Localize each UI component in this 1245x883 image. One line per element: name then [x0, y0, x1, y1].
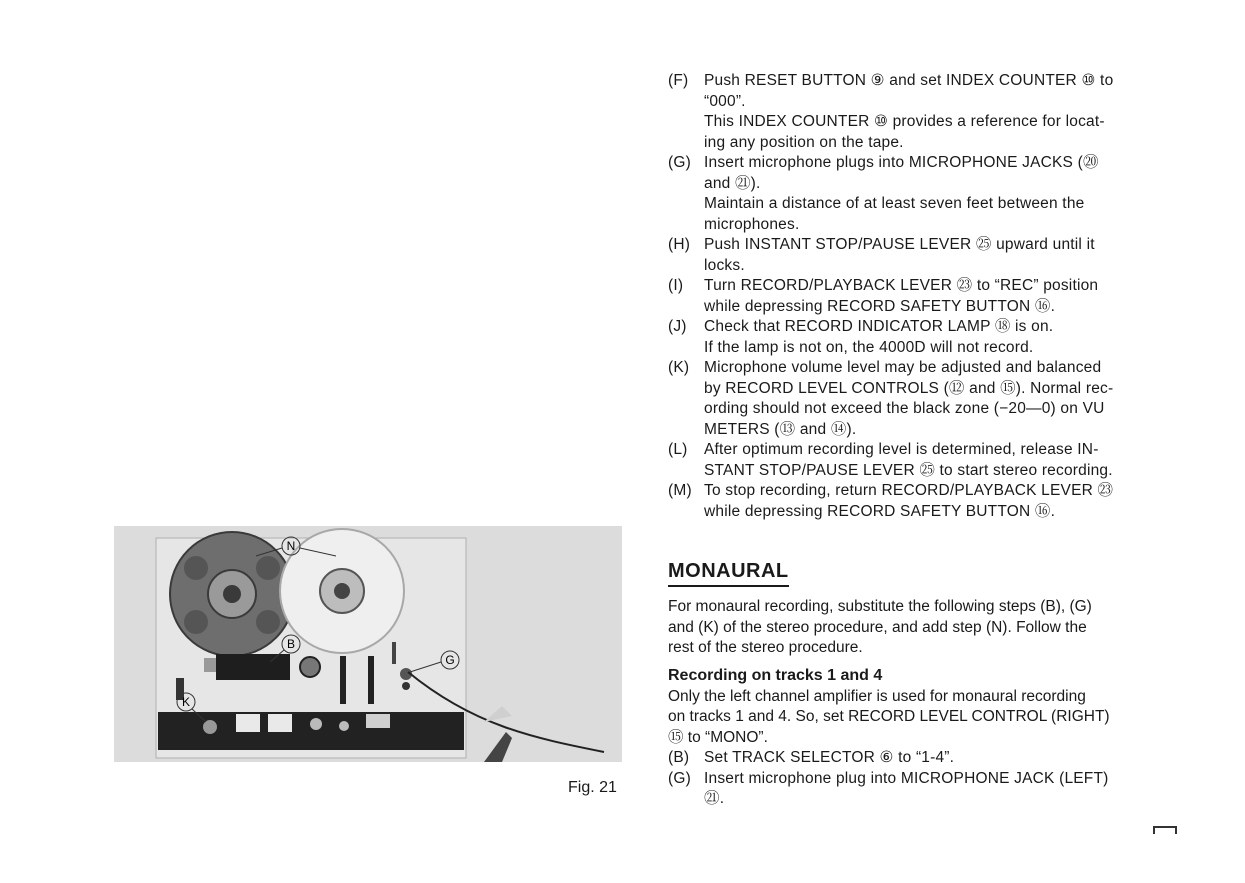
step-line: Check that RECORD INDICATOR LAMP ⑱ is on. [704, 318, 1054, 335]
monaural-steps [668, 748, 1173, 810]
step-line: Push RESET BUTTON ⑨ and set INDEX COUNTER ⑩ to [704, 72, 1114, 89]
step-line: microphones. [704, 215, 800, 233]
subsection-heading: Recording on tracks 1 and 4 [668, 666, 883, 684]
step-m [668, 481, 1173, 522]
step-line: ording should not exceed the black zone (−20—0) on VU [704, 400, 1105, 417]
figure-caption: Fig. 21 [568, 779, 617, 796]
step-line: Set TRACK SELECTOR ⑥ to “1-4”. [704, 749, 955, 766]
step-line: After optimum recording level is determined, release IN- [704, 441, 1099, 458]
callout-k: K [181, 695, 191, 709]
step-letter: (I) [668, 277, 684, 294]
step-letter: (M) [668, 482, 692, 499]
step-letter: (K) [668, 359, 690, 376]
step-line: ing any position on the tape. [704, 133, 904, 151]
stereo-steps [668, 71, 1173, 522]
step-letter: (B) [668, 749, 690, 766]
step-line: Insert microphone plugs into MICROPHONE JACKS (⑳ [704, 154, 1099, 171]
step-letter: (J) [668, 318, 687, 335]
step-f [668, 71, 1173, 153]
para-line: For monaural recording, substitute the following steps (B), (G) [668, 598, 1092, 615]
step-line: while depressing RECORD SAFETY BUTTON ⑯. [704, 502, 1056, 520]
tape-recorder-photo [114, 526, 622, 762]
step-line: Push INSTANT STOP/PAUSE LEVER ㉕ upward until it [704, 236, 1095, 253]
tracks-intro [668, 687, 1173, 749]
step-line: locks. [704, 256, 745, 274]
para-line: ⑮ to “MONO”. [668, 728, 768, 746]
step-line: STANT STOP/PAUSE LEVER ㉕ to start stereo recording. [704, 461, 1113, 479]
para-line: on tracks 1 and 4. So, set RECORD LEVEL CONTROL (RIGHT) [668, 708, 1110, 725]
callout-b: B [286, 637, 296, 651]
step-line: ㉑. [704, 790, 725, 807]
tape-recorder-illustration [114, 526, 622, 762]
step-letter: (H) [668, 236, 691, 253]
step-k [668, 358, 1173, 440]
step-letter: (L) [668, 441, 688, 458]
page-number-fragment [1153, 826, 1177, 834]
step-h [668, 235, 1173, 276]
step-line: while depressing RECORD SAFETY BUTTON ⑯. [704, 297, 1056, 315]
step-j [668, 317, 1173, 358]
callout-n: N [286, 539, 296, 553]
step-line: Microphone volume level may be adjusted and balanced [704, 359, 1102, 376]
step-letter: (F) [668, 72, 689, 89]
step-line: and ㉑). [704, 174, 761, 192]
monaural-section [668, 560, 1173, 810]
step-i [668, 276, 1173, 317]
step-letter: (G) [668, 769, 691, 787]
mono-step-b [668, 748, 1173, 769]
step-line: “000”. [704, 92, 746, 110]
step-line: If the lamp is not on, the 4000D will not record. [704, 338, 1034, 356]
para-line: Only the left channel amplifier is used for monaural recording [668, 687, 1086, 705]
para-line: rest of the stereo procedure. [668, 639, 863, 656]
step-g [668, 153, 1173, 235]
step-line: This INDEX COUNTER ⑩ provides a reference for locat- [704, 113, 1105, 130]
para-line: and (K) of the stereo procedure, and add step (N). Follow the [668, 618, 1087, 636]
step-line: Maintain a distance of at least seven feet between the [704, 195, 1085, 212]
step-line: Insert microphone plug into MICROPHONE JACK (LEFT) [704, 769, 1109, 787]
mono-step-g [668, 769, 1173, 810]
step-line: To stop recording, return RECORD/PLAYBACK LEVER ㉓ [704, 482, 1114, 499]
step-line: METERS (⑬ and ⑭). [704, 420, 857, 438]
callout-g: G [445, 653, 455, 667]
step-line: by RECORD LEVEL CONTROLS (⑫ and ⑮). Normal rec- [704, 379, 1114, 397]
step-l [668, 440, 1173, 481]
section-heading: MONAURAL [668, 560, 789, 587]
monaural-intro [668, 597, 1173, 659]
step-letter: (G) [668, 154, 691, 171]
step-line: Turn RECORD/PLAYBACK LEVER ㉓ to “REC” position [704, 277, 1099, 294]
